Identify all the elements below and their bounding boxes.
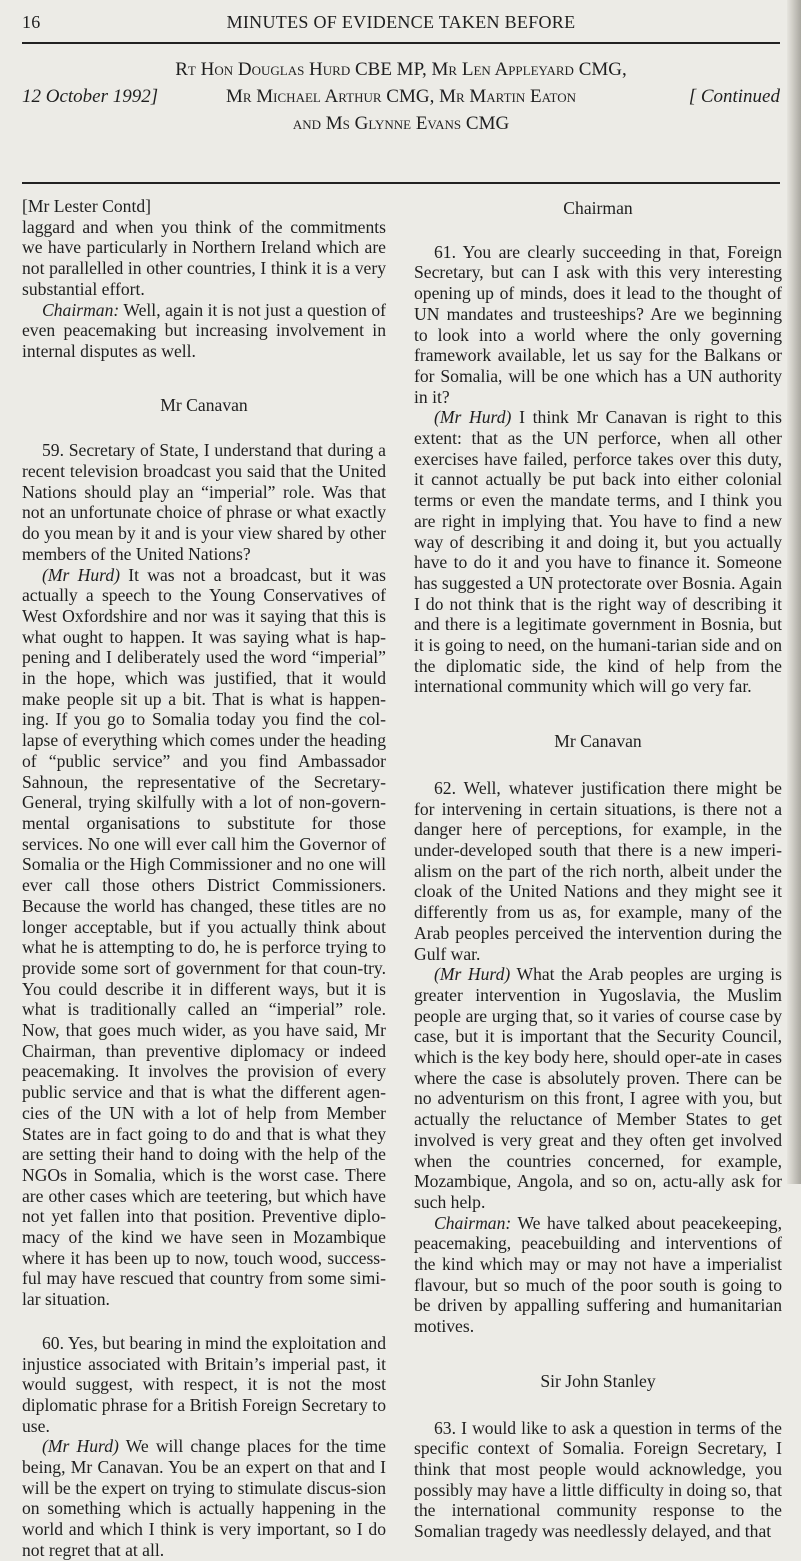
answer-text: I think Mr Canavan is right to this extent: that as the UN perforce, when all other exercises have failed, perforce takes over this duty, it cannot actually be put back into either colonial terms or even the mandate terms, and I think you are right in implying that. You have to find a new way of describing it and doing it, but you actually have to do it and you have to finance it. Someone has suggested a UN protectorate over Bosnia. Again I do not think that is the right way of describing it and there is a legitimate government in Bosnia, but it is going to need, on the humani-tarian side and on the diplomatic side, the kind of help from the international community which will go very far. [414,407,782,697]
answer-text: We will change places for the time being, Mr Canavan. You be an expert on that and I will be the expert on trying to stimulate discus-sion on something which is actually happening in the world and which I think is very important, so I do not regret that at all. [22,1436,386,1560]
left-column [22,196,386,1561]
speaker-label: Chairman: [42,299,120,320]
paragraph: laggard and when you think of the commitments we have particularly in Northern Ireland which are not parallelled in other countries, I think it is a very substantial effort. [22,216,386,299]
speaker-label: Chairman: [434,1212,512,1233]
speaker-heading: Mr Canavan [554,731,642,752]
speaker-label: (Mr Hurd) [434,964,511,985]
speaker-label: (Mr Hurd) [42,1436,119,1457]
speaker-heading: Sir John Stanley [540,1370,656,1391]
page-edge-shadow [787,0,801,1184]
paragraph-chairman [22,300,386,362]
paragraph-chairman [414,1213,782,1337]
answer-59 [22,565,386,1310]
running-title: MINUTES OF EVIDENCE TAKEN BEFORE [226,12,576,32]
answer-text: What the Arab peoples are urging is greater intervention in Yugoslavia, the Muslim people are urging that, so it varies of course case by case, but it is important that the Security Council, which is the key body here, should oper-ate in cases where the case is absolutely proven. There can be no adventurism on this front, I agree with you, but actually the reluctance of Member States to get involved is very great and they often get involved when the countries concerned, for example, Mozambique, Angola, and so on, actu-ally ask for such help. [414,964,782,1212]
running-head [22,10,780,40]
page-number: 16 [22,12,41,32]
answer-text: It was not a broadcast, but it was actually a speech to the Young Conservatives of West Oxfordshire and nor was it saying that this is what ought to happen. It was saying what is hap-pening and I deliberately used the word “imperial” in the hope, which was justified, that it would make people sit up a bit. That is what is happen-ing. If you go to Somalia today you find the col-lapse of everything which comes under the heading of “public service” and you find Ambassador Sahnoun, the representative of the Secretary-General, trying skilfully with a lot of non-govern-mental organisations to substitute for those services. No one will ever call him the Governor of Somalia or the High Commissioner and no one will ever call those others District Commissioners. Because the world has changed, these titles are no longer acceptable, but if you actually think about what he is attempting to do, he is perforce trying to provide some sort of government for that coun-try. You could describe it in different ways, but it is what is traditionally called an “imperial” role. Now, that goes much wider, as you have said, Mr Chairman, than preventive diplomacy or indeed peacemaking. It involves the provision of every public service and that is what the different agen-cies of the UN with a lot of help from Member States are in fact going to do and that is what they are setting their hand to doing with the help of the NGOs in Somalia, which is the worst case. There are other cases which are teetering, but which have not yet fallen into that position. Preventive diplo-macy of the kind we have seen in Mozambique where it has been up to now, touch wood, success-ful may have rescued that country from some simi-lar situation. [22,564,386,1310]
question-62: 62. Well, whatever justification there might be for intervening in certain situations, is there not a danger here of perceptions, for example, in the under-developed south that there is a new imperi-alism on the part of the rich north, albeit under the cloak of the United Nations and they might see it differently from us as, for example, many of the Arab peoples perceived the intervention during the Gulf war. [414,777,782,964]
session-date: 12 October 1992] [22,86,159,107]
question-59: 59. Secretary of State, I understand that during a recent television broadcast you said that the United Nations should play an “imperial” role. Was that not an unfortunate choice of phrase or what exactly do you mean by it and is your view shared by other members of the United Nations? [22,440,386,564]
question-63: 63. I would like to ask a question in terms of the specific context of Somalia. Foreign Secretary, I think that most people would acknowledge, you possibly may have a little difficulty in doing so, that the international community response to the Somalian tragedy was needlessly delayed, and that [414,1417,782,1542]
question-61: 61. You are clearly succeeding in that, Foreign Secretary, but can I ask with this very interesting opening up of minds, does it lead to the thought of UN mandates and trusteeships? Are we beginning to look into a world where the only governing framework available, let us say for the Balkans or for Somalia, will be one which has a UN authority in it? [414,241,782,407]
question-60: 60. Yes, but bearing in mind the exploitation and injustice associated with Britain’s imperial past, it would suggest, with respect, it is not the most diplomatic phrase for a British Foreign Secretary to use. [22,1332,386,1436]
continued-speaker: [Mr Lester Contd] [22,196,151,216]
answer-61 [414,407,782,697]
answer-text: Well, again it is not just a question of even peacemaking but increasing involvement in internal disputes as well. [22,299,386,361]
right-column [414,196,782,1542]
speaker-label: (Mr Hurd) [434,407,512,428]
speaker-heading: Mr Canavan [160,394,248,415]
witnesses-line-3: and Ms Glynne Evans CMG [292,113,510,134]
header-rule-top [22,42,780,44]
answer-60 [22,1436,386,1560]
continued-marker: [ Continued [688,86,780,107]
speaker-heading: Chairman [563,198,633,218]
witness-masthead [22,56,780,176]
speaker-label: (Mr Hurd) [42,564,120,585]
answer-text: We have talked about peacekeeping, peacemaking, peacebuilding and interventions of the kind which may or may not have a imperialist flavour, but so much of the poor south is going to be driven by appalling suffering and humanitarian motives. [414,1212,782,1337]
witnesses-line-1: Rt Hon Douglas Hurd CBE MP, Mr Len Appleyard CMG, [175,59,627,80]
witnesses-line-2: Mr Michael Arthur CMG, Mr Martin Eaton [225,86,577,107]
header-rule-bottom [22,182,780,184]
answer-62 [414,964,782,1212]
